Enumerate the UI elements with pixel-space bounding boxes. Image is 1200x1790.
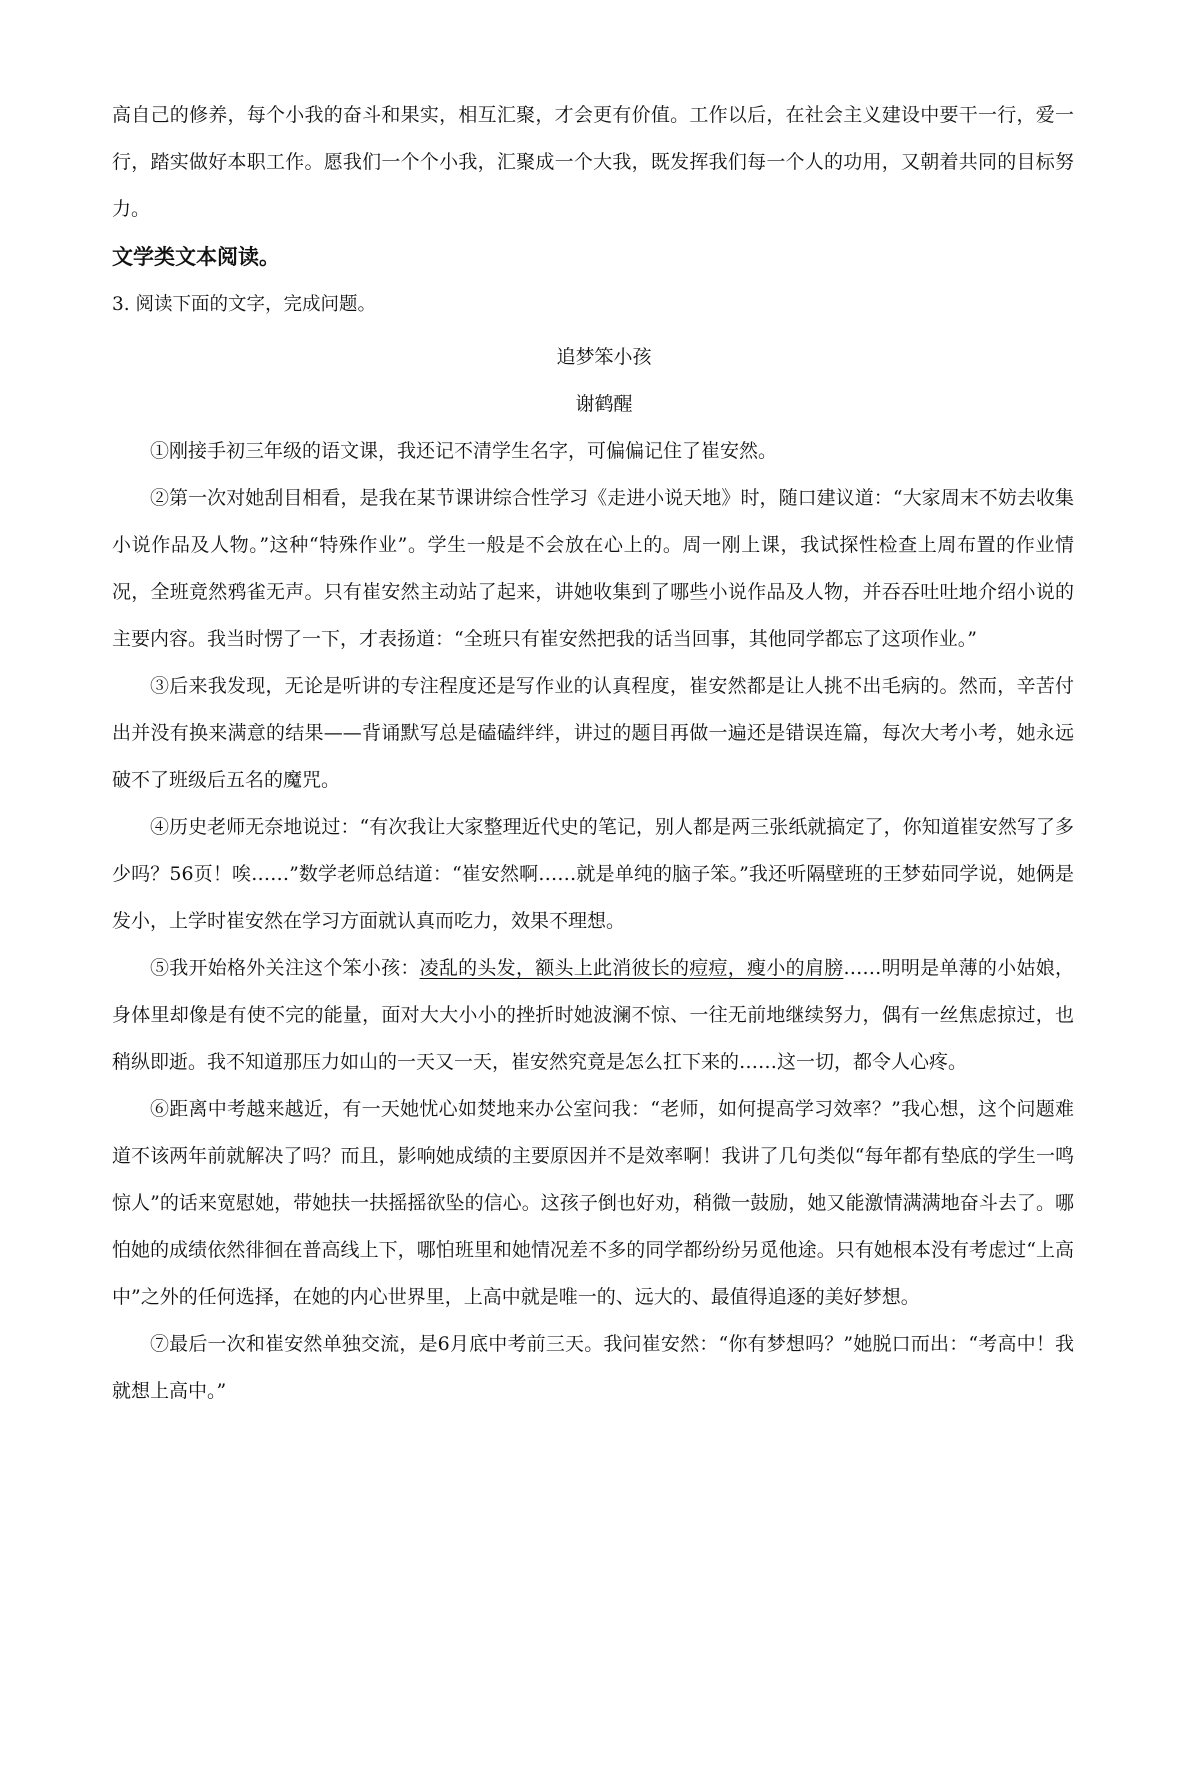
article-paragraph-3: ③后来我发现，无论是听讲的专注程度还是写作业的认真程度，崔安然都是让人挑不出毛病的。然而，辛苦付出并没有换来满意的结果——背诵默写总是磕磕绊绊，讲过的题目再做一遍还是错误连篇，每次大考小考，她永远破不了班级后五名的魔咒。 (112, 675, 1074, 791)
article-paragraph-7: ⑦最后一次和崔安然单独交流，是6月底中考前三天。我问崔安然：“你有梦想吗？”她脱口而出：“考高中！我就想上高中。” (112, 1333, 1074, 1402)
intro-paragraph: 高自己的修养，每个小我的奋斗和果实，相互汇聚，才会更有价值。工作以后，在社会主义建设中要干一行，爱一行，踏实做好本职工作。愿我们一个个小我，汇聚成一个大我，既发挥我们每一个人的功用，又朝着共同的目标努力。 (112, 104, 1074, 220)
document-page (0, 92, 1200, 1790)
question-prompt: 3. 阅读下面的文字，完成问题。 (112, 294, 377, 315)
article-body (112, 428, 1074, 1415)
article-paragraph-5 (112, 945, 1074, 1086)
article-paragraph-6: ⑥距离中考越来越近，有一天她忧心如焚地来办公室问我：“老师，如何提高学习效率？”我心想，这个问题难道不该两年前就解决了吗？而且，影响她成绩的主要原因并不是效率啊！我讲了几句类似“每年都有垫底的学生一鸣惊人”的话来宽慰她，带她扶一扶摇摇欲坠的信心。这孩子倒也好劝，稍微一鼓励，她又能激情满满地奋斗去了。哪怕她的成绩依然徘徊在普高线上下，哪怕班里和她情况差不多的同学都纷纷另觅他途。只有她根本没有考虑过“上高中”之外的任何选择，在她的内心世界里，上高中就是唯一的、远大的、最值得追逐的美好梦想。 (112, 1098, 1074, 1308)
underlined-passage: 凌乱的头发，额头上此消彼长的痘痘，瘦小的肩膀 (419, 957, 844, 979)
article-author: 谢鹤醒 (575, 393, 633, 415)
article-paragraph-4: ④历史老师无奈地说过：“有次我让大家整理近代史的笔记，别人都是两三张纸就搞定了，你知道崔安然写了多少吗？56页！唉……”数学老师总结道：“崔安然啊……就是单纯的脑子笨。”我还听隔壁班的王梦茹同学说，她俩是发小，上学时崔安然在学习方面就认真而吃力，效果不理想。 (112, 816, 1074, 932)
article-paragraph-2: ②第一次对她刮目相看，是我在某节课讲综合性学习《走进小说天地》时，随口建议道：“大家周末不妨去收集小说作品及人物。”这种“特殊作业”。学生一般是不会放在心上的。周一刚上课，我试探性检查上周布置的作业情况，全班竟然鸦雀无声。只有崔安然主动站了起来，讲她收集到了哪些小说作品及人物，并吞吞吐吐地介绍小说的主要内容。我当时愣了一下，才表扬道：“全班只有崔安然把我的话当回事，其他同学都忘了这项作业。” (112, 487, 1074, 650)
article-title: 追梦笨小孩 (556, 346, 652, 368)
article-paragraph-1: ①刚接手初三年级的语文课，我还记不清学生名字，可偏偏记住了崔安然。 (150, 440, 778, 462)
paragraph-5-lead: ⑤我开始格外关注这个笨小孩： (150, 957, 420, 979)
paragraph-5-rest: ……明明是单薄的小姑娘，身体里却像是有使不完的能量，面对大大小小的挫折时她波澜不惊、一往无前地继续努力，偶有一丝焦虑掠过，也稍纵即逝。我不知道那压力如山的一天又一天，崔安然究竟是怎么扛下来的……这一切，都令人心疼。 (112, 957, 1074, 1073)
section-heading: 文学类文本阅读。 (112, 245, 280, 269)
